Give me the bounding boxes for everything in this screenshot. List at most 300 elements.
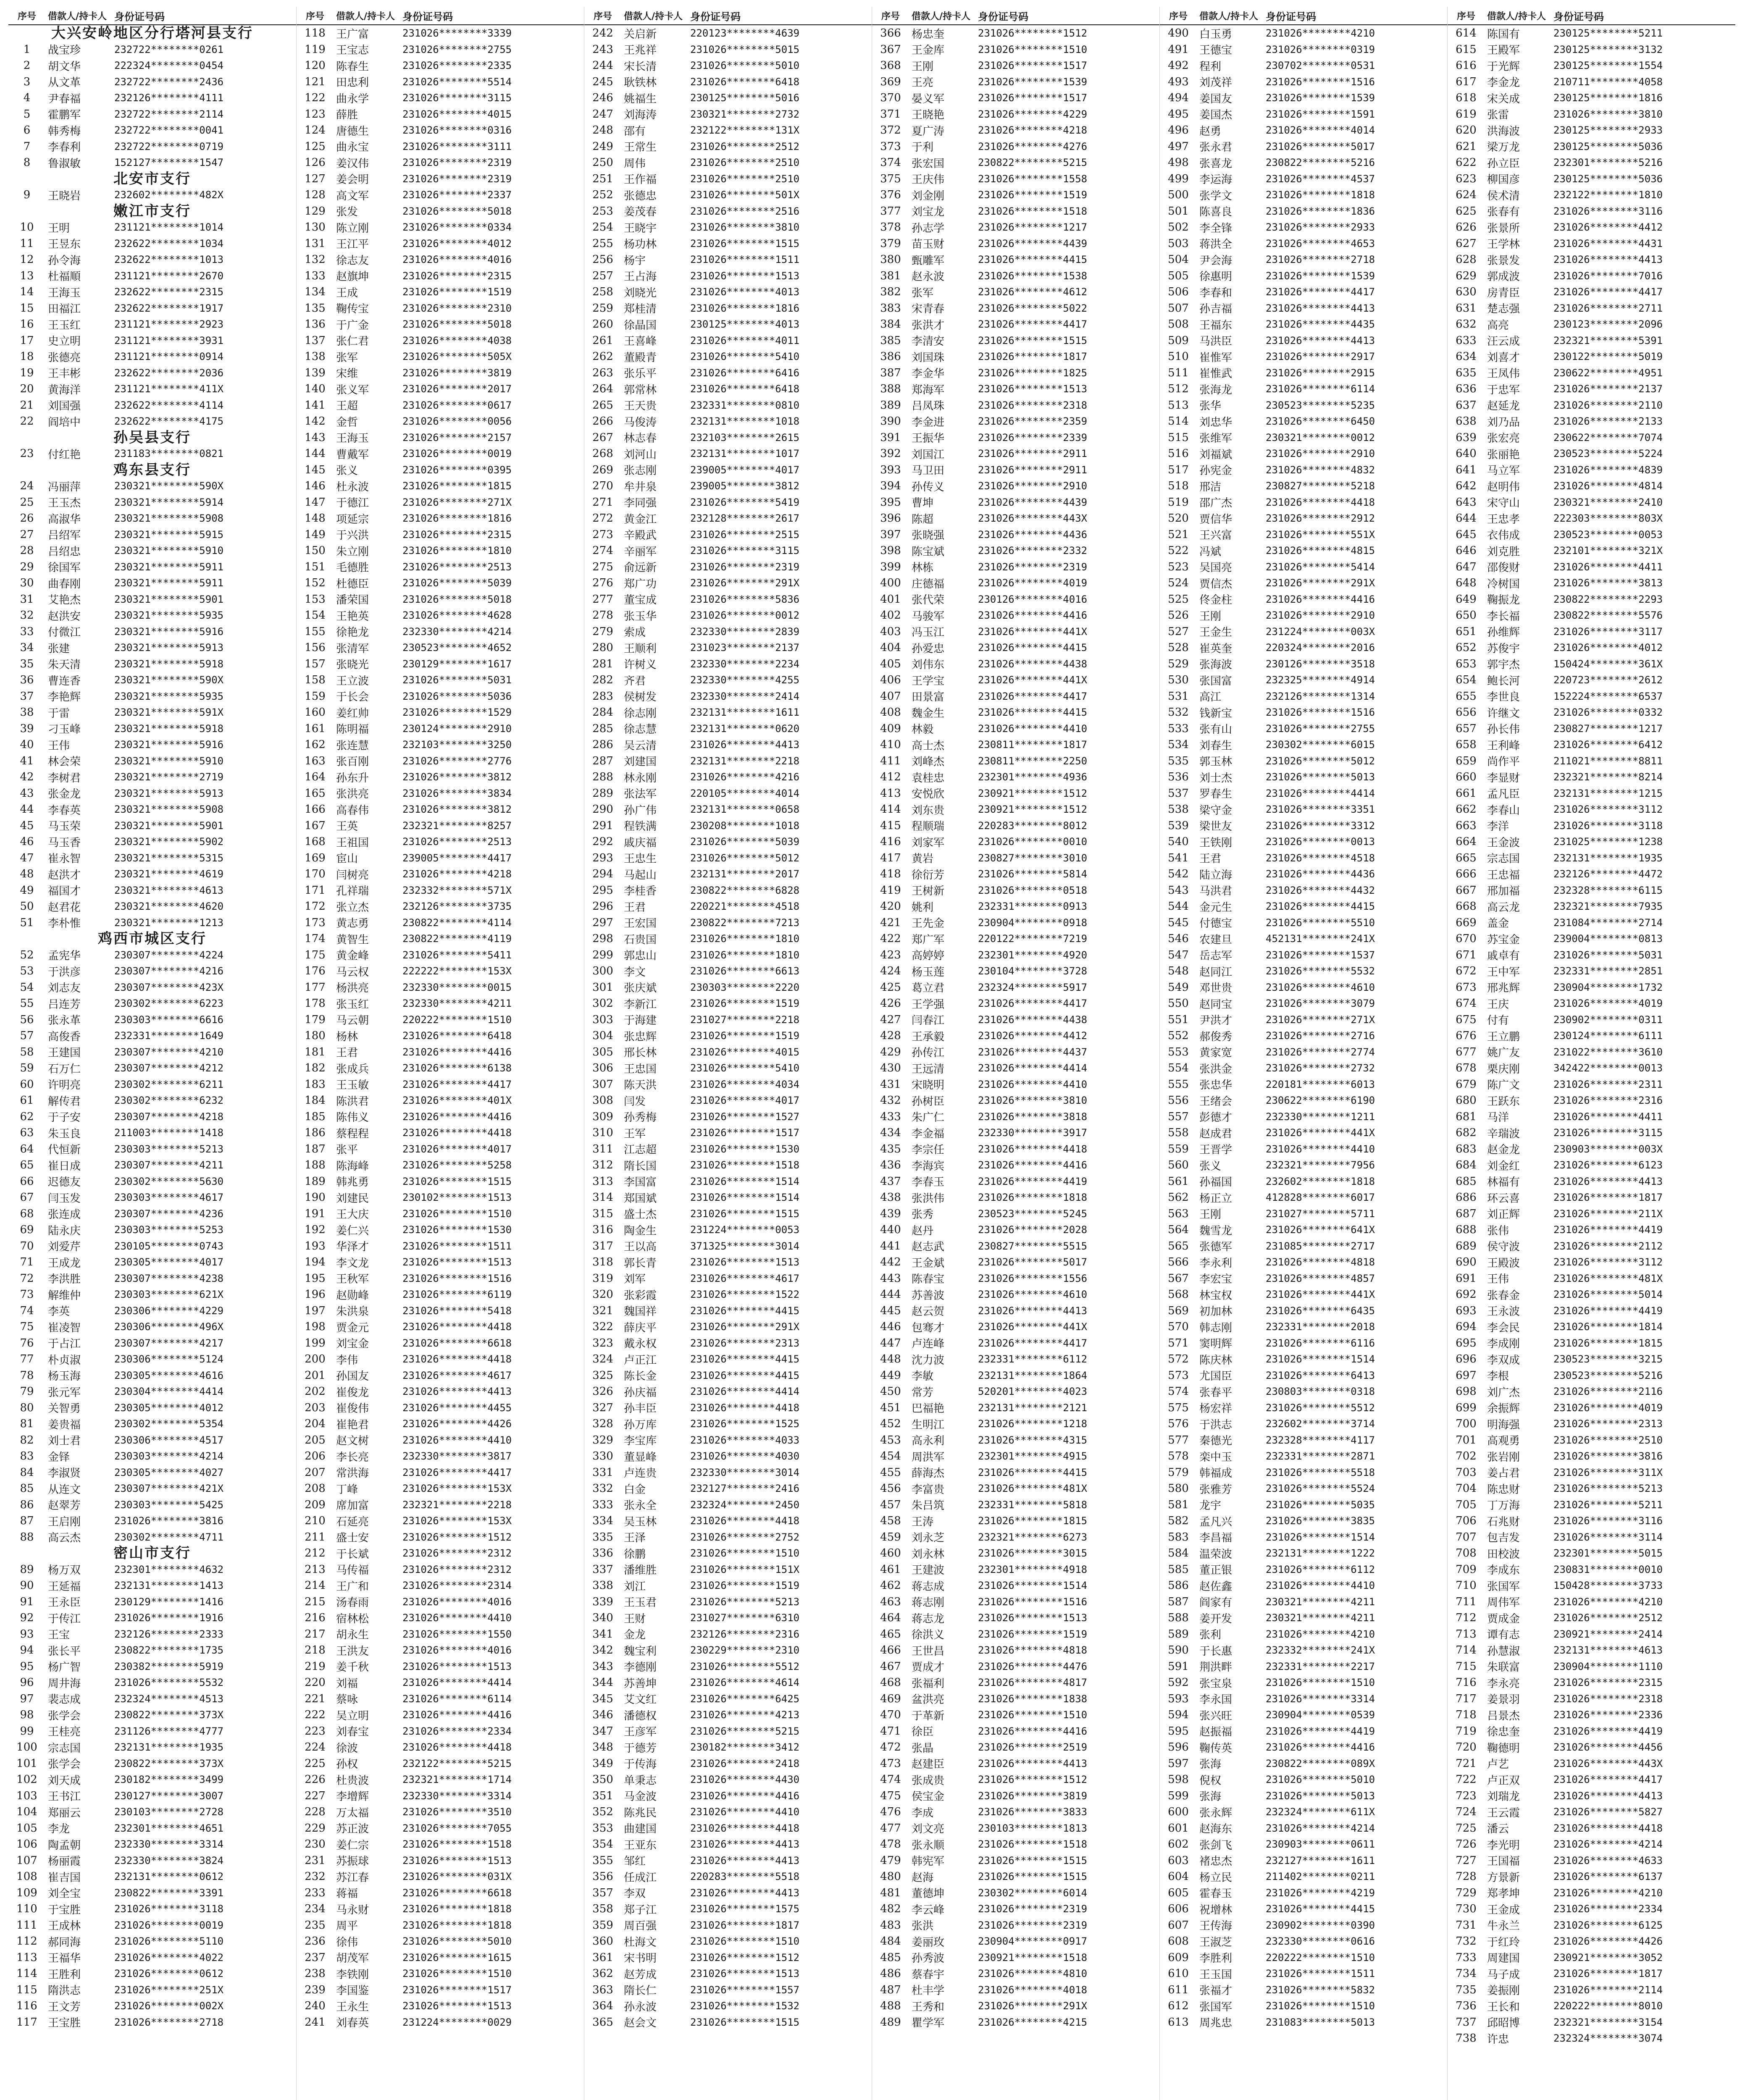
table-row	[584, 1319, 872, 1335]
row-id: 231026********4414	[690, 1386, 800, 1398]
row-id: 220283********8012	[978, 819, 1088, 832]
row-id: 231026********4210	[1553, 1596, 1663, 1608]
row-id: 231026********1515	[978, 334, 1088, 346]
row-id: 231026********1512	[690, 1951, 800, 1964]
row-id: 231022********3610	[1553, 1046, 1663, 1058]
row-id: 220181********6013	[1266, 1078, 1375, 1090]
table-row	[1448, 1173, 1735, 1190]
row-name: 韩兆勇	[336, 1176, 369, 1189]
row-id: 231026********2116	[1553, 1386, 1663, 1398]
row-id: 231026********1513	[402, 1256, 512, 1268]
row-no: 298	[592, 932, 613, 945]
header-name: 借款人/持卡人	[1487, 11, 1546, 22]
table-row	[584, 1562, 872, 1578]
section-heading: 鸡西市城区支行	[98, 930, 207, 947]
row-no: 682	[1456, 1126, 1477, 1139]
row-no: 699	[1456, 1401, 1477, 1414]
row-no: 425	[880, 981, 901, 994]
row-no: 668	[1456, 900, 1477, 913]
row-id: 231026********5014	[1553, 1289, 1663, 1301]
table-row	[8, 1044, 296, 1060]
row-no: 364	[592, 2000, 613, 2013]
row-name: 王昱东	[48, 238, 81, 251]
row-no: 514	[1168, 415, 1189, 428]
row-id: 230307********4224	[114, 949, 224, 961]
row-name: 蒋志成	[912, 1580, 945, 1593]
row-no: 613	[1168, 2016, 1189, 2029]
table-row	[297, 1869, 584, 1885]
row-name: 戚卓有	[1487, 950, 1520, 963]
table-row	[872, 155, 1160, 171]
row-name: 王晓艳	[912, 109, 945, 122]
row-id: 231026********1513	[978, 1612, 1088, 1624]
row-name: 李金福	[912, 1127, 945, 1140]
row-id: 231026********5418	[402, 1305, 512, 1317]
table-row	[8, 1901, 296, 1917]
row-no: 151	[305, 560, 326, 573]
row-id: 230321********5902	[114, 836, 224, 848]
table-row	[1160, 397, 1448, 414]
row-name: 马云朝	[336, 1014, 369, 1027]
table-row	[1448, 995, 1735, 1012]
row-id: 232622********1034	[114, 237, 224, 249]
table-row	[1160, 1222, 1448, 1238]
row-name: 姜仁宗	[336, 1839, 369, 1852]
row-id: 231026********441X	[1266, 1289, 1375, 1301]
table-row	[1448, 1659, 1735, 1675]
row-name: 马洋	[1487, 1111, 1509, 1124]
row-no: 404	[880, 641, 901, 654]
table-row	[872, 834, 1160, 850]
row-no: 237	[305, 1951, 326, 1964]
row-id: 231026********5039	[402, 577, 512, 589]
table-row	[1160, 1448, 1448, 1465]
table-row	[584, 203, 872, 220]
row-no: 486	[880, 1967, 901, 1980]
table-row	[1160, 430, 1448, 446]
row-name: 农建旦	[1199, 933, 1233, 946]
row-id: 231026********3819	[978, 1790, 1088, 1802]
row-no: 328	[592, 1418, 613, 1431]
row-id: 231026********4214	[1553, 1838, 1663, 1851]
row-id: 231121********0914	[114, 351, 224, 363]
row-no: 622	[1456, 156, 1477, 169]
row-name: 李长福	[1487, 610, 1520, 623]
row-id: 230229********2310	[690, 1644, 800, 1656]
row-name: 高淑华	[48, 513, 81, 526]
row-no: 266	[592, 415, 613, 428]
row-name: 宋晓明	[912, 1079, 945, 1092]
row-no: 278	[592, 609, 613, 622]
table-row	[872, 607, 1160, 624]
row-no: 223	[305, 1725, 326, 1738]
list-column	[1159, 7, 1448, 2100]
row-name: 杨洪亮	[336, 982, 369, 995]
row-no: 224	[305, 1741, 326, 1754]
row-no: 363	[592, 1983, 613, 1996]
row-id: 231026********4315	[978, 1434, 1088, 1446]
row-no: 287	[592, 754, 613, 767]
row-no: 262	[592, 350, 613, 363]
table-row	[1160, 1351, 1448, 1368]
row-id: 231026********6114	[1266, 383, 1375, 395]
row-no: 563	[1168, 1207, 1189, 1220]
table-row	[872, 462, 1160, 478]
row-name: 周建国	[1487, 1952, 1520, 1965]
row-name: 林毅	[912, 723, 934, 736]
row-name: 张晓强	[912, 529, 945, 542]
row-name: 王福华	[48, 1952, 81, 1965]
row-id: 231026********5836	[690, 593, 800, 605]
row-id: 232131********1864	[978, 1369, 1088, 1381]
row-name: 王金生	[1199, 626, 1233, 639]
row-name: 杜丰学	[912, 1984, 945, 1998]
row-name: 杜贵波	[336, 1774, 369, 1787]
table-row	[1160, 1400, 1448, 1416]
row-name: 黄金峰	[336, 950, 369, 963]
row-id: 232331********2018	[1266, 1321, 1375, 1333]
row-id: 231026********4014	[1266, 124, 1375, 136]
row-no: 459	[880, 1530, 901, 1544]
table-row	[872, 1836, 1160, 1853]
row-name: 王树新	[912, 885, 945, 898]
row-id: 150428********3733	[1553, 1580, 1663, 1592]
row-no: 485	[880, 1951, 901, 1964]
row-name: 陈宝斌	[912, 545, 945, 558]
row-name: 关智勇	[48, 1402, 81, 1415]
row-no: 114	[16, 1967, 37, 1980]
row-id: 231026********2157	[402, 431, 512, 444]
row-no: 340	[592, 1612, 613, 1625]
row-id: 231026********4426	[1553, 1935, 1663, 1948]
row-name: 王学强	[912, 998, 945, 1011]
table-row	[297, 1028, 584, 1044]
table-row	[1160, 1691, 1448, 1707]
row-name: 王建波	[912, 1564, 945, 1577]
row-id: 230321********5935	[114, 690, 224, 702]
row-no: 264	[592, 383, 613, 396]
row-name: 姜振刚	[1487, 1984, 1520, 1998]
row-no: 226	[305, 1773, 326, 1786]
row-no: 36	[20, 674, 34, 687]
row-name: 崔俊伟	[336, 1402, 369, 1415]
row-no: 526	[1168, 609, 1189, 622]
row-name: 李树君	[48, 772, 81, 785]
row-id: 231121********3931	[114, 334, 224, 346]
table-row	[584, 688, 872, 705]
row-no: 401	[880, 593, 901, 606]
table-row	[1160, 979, 1448, 996]
row-no: 34	[20, 641, 34, 654]
row-no: 217	[305, 1628, 326, 1641]
table-row	[297, 1319, 584, 1335]
row-name: 张福利	[912, 1677, 945, 1690]
row-no: 720	[1456, 1741, 1477, 1754]
row-name: 闫树亮	[336, 869, 369, 882]
table-row	[8, 1206, 296, 1222]
table-row	[297, 1060, 584, 1076]
row-no: 597	[1168, 1757, 1189, 1770]
table-row	[1448, 1497, 1735, 1513]
row-name: 余振辉	[1487, 1402, 1520, 1415]
table-row	[1160, 543, 1448, 559]
table-row	[1448, 1950, 1735, 1966]
table-row	[1448, 1562, 1735, 1578]
row-id: 232127********1611	[1266, 1854, 1375, 1866]
row-name: 于光辉	[1487, 60, 1520, 73]
table-row	[584, 1383, 872, 1400]
row-no: 44	[20, 803, 34, 816]
table-row	[297, 737, 584, 753]
row-no: 222	[305, 1709, 326, 1722]
table-row	[297, 1788, 584, 1804]
row-no: 180	[305, 1029, 326, 1042]
row-name: 张永君	[1199, 141, 1233, 154]
row-name: 刘河山	[624, 448, 657, 461]
table-row	[584, 575, 872, 591]
table-row	[872, 2014, 1160, 2031]
table-row	[1448, 850, 1735, 866]
table-row	[1160, 1497, 1448, 1513]
row-name: 刘正辉	[1487, 1208, 1520, 1221]
row-name: 陶孟朝	[48, 1839, 81, 1852]
row-no: 427	[880, 1013, 901, 1026]
row-no: 477	[880, 1822, 901, 1835]
row-name: 李金华	[912, 368, 945, 381]
row-id: 231026********4857	[1266, 1272, 1375, 1284]
table-row	[8, 1076, 296, 1093]
row-id: 231026********6125	[1553, 1919, 1663, 1931]
row-no: 306	[592, 1062, 613, 1075]
row-name: 贾成金	[1487, 1612, 1520, 1625]
row-id: 231026********4431	[1553, 237, 1663, 249]
row-name: 董正银	[1199, 1564, 1233, 1577]
table-row	[1160, 58, 1448, 74]
row-no: 250	[592, 156, 613, 169]
row-id: 230702********0531	[1266, 60, 1375, 72]
table-row	[1448, 979, 1735, 996]
row-no: 599	[1168, 1789, 1189, 1802]
table-row	[1448, 219, 1735, 236]
row-name: 王德宝	[1199, 44, 1233, 57]
row-no: 629	[1456, 269, 1477, 282]
row-id: 230321********2719	[114, 771, 224, 783]
row-name: 温荣波	[1199, 1548, 1233, 1561]
row-name: 盛士安	[336, 1532, 369, 1545]
row-id: 231026********4417	[978, 690, 1088, 702]
row-no: 564	[1168, 1223, 1189, 1236]
row-name: 李永国	[1199, 1693, 1233, 1706]
row-no: 30	[20, 577, 34, 590]
row-no: 198	[305, 1320, 326, 1334]
row-no: 316	[592, 1223, 613, 1236]
table-row	[1448, 656, 1735, 672]
table-row	[1448, 721, 1735, 737]
table-row	[1160, 446, 1448, 462]
row-id: 230321********2410	[1553, 496, 1663, 508]
table-row	[872, 333, 1160, 349]
row-id: 230321********590X	[114, 674, 224, 686]
table-row	[872, 1319, 1160, 1335]
row-name: 王海玉	[336, 432, 369, 445]
table-row	[872, 349, 1160, 365]
row-id: 230125********1554	[1553, 60, 1663, 72]
row-id: 230321********591X	[114, 706, 224, 719]
row-name: 崔吉国	[48, 1871, 81, 1884]
row-id: 230307********4218	[114, 1110, 224, 1123]
row-id: 231026********0019	[402, 448, 512, 460]
row-id: 231026********5012	[690, 852, 800, 864]
row-no: 480	[880, 1870, 901, 1883]
row-name: 戚庆福	[624, 836, 657, 849]
row-no: 139	[305, 366, 326, 379]
table-row	[584, 1594, 872, 1610]
row-no: 109	[16, 1886, 37, 1899]
row-no: 147	[305, 496, 326, 509]
row-id: 230307********4217	[114, 1337, 224, 1349]
row-name: 王江平	[336, 238, 369, 251]
table-row	[584, 333, 872, 349]
row-name: 许树义	[624, 659, 657, 672]
row-name: 邱昭博	[1487, 2017, 1520, 2030]
row-id: 231026********5411	[402, 949, 512, 961]
table-row	[8, 1966, 296, 1982]
table-row	[297, 106, 584, 123]
table-row	[584, 1933, 872, 1950]
row-id: 412828********6017	[1266, 1192, 1375, 1204]
row-name: 张海	[1199, 1790, 1222, 1803]
row-no: 382	[880, 286, 901, 299]
column-header	[1160, 7, 1448, 25]
row-name: 吴玉林	[624, 1515, 657, 1528]
table-row	[872, 1141, 1160, 1158]
row-name: 姜开发	[1199, 1612, 1233, 1625]
row-id: 230321********5913	[114, 787, 224, 799]
row-name: 刘国珠	[912, 351, 945, 364]
row-name: 石延亮	[336, 1515, 369, 1528]
table-row	[8, 1917, 296, 1934]
row-id: 231026********4438	[978, 1013, 1088, 1026]
row-no: 253	[592, 205, 613, 218]
row-name: 于长斌	[336, 1548, 369, 1561]
row-name: 张军	[336, 351, 358, 364]
row-no: 428	[880, 1029, 901, 1042]
row-name: 孟凡臣	[1487, 788, 1520, 801]
table-row	[584, 187, 872, 203]
row-id: 231026********1516	[1266, 706, 1375, 719]
table-row	[1448, 915, 1735, 931]
row-name: 孙令海	[48, 254, 81, 267]
row-id: 231026********2752	[690, 1531, 800, 1543]
row-name: 马起山	[624, 869, 657, 882]
row-name: 于宝胜	[48, 1903, 81, 1916]
row-no: 241	[305, 2016, 326, 2029]
row-name: 贾信杰	[1199, 578, 1233, 591]
table-row	[1160, 1545, 1448, 1562]
row-id: 231026********3810	[978, 1095, 1088, 1107]
row-name: 孙慧淑	[1487, 1645, 1520, 1658]
row-name: 于雷	[48, 707, 70, 720]
row-name: 刘东贵	[912, 804, 945, 817]
row-name: 李富贵	[912, 1483, 945, 1496]
table-row	[297, 1012, 584, 1028]
table-row	[8, 494, 296, 511]
table-row	[297, 704, 584, 721]
row-name: 荆洪畔	[1199, 1661, 1233, 1674]
row-no: 66	[20, 1175, 34, 1188]
row-name: 赵振福	[1199, 1726, 1233, 1739]
table-row	[297, 122, 584, 139]
row-id: 232126********4111	[114, 92, 224, 104]
row-name: 马子成	[1487, 1968, 1520, 1981]
row-name: 闫发	[624, 1095, 646, 1108]
row-no: 410	[880, 738, 901, 751]
row-id: 231026********4415	[690, 1369, 800, 1381]
row-id: 231026********6418	[402, 1030, 512, 1042]
row-id: 230307********4211	[114, 1159, 224, 1171]
row-name: 蒋福	[336, 1887, 358, 1900]
row-no: 624	[1456, 189, 1477, 202]
row-no: 301	[592, 981, 613, 994]
row-id: 230125********5036	[1553, 173, 1663, 185]
row-no: 260	[592, 318, 613, 331]
table-row	[1448, 1157, 1735, 1173]
row-no: 498	[1168, 156, 1189, 169]
row-name: 牛永兰	[1487, 1920, 1520, 1933]
table-row	[1448, 898, 1735, 915]
row-name: 薛胜	[336, 109, 358, 122]
table-row	[1160, 510, 1448, 527]
row-name: 王传海	[1199, 1920, 1233, 1933]
row-name: 王海玉	[48, 286, 81, 299]
row-name: 江志超	[624, 1144, 657, 1157]
row-no: 588	[1168, 1612, 1189, 1625]
table-row	[8, 915, 296, 931]
table-row	[584, 527, 872, 543]
list-column	[8, 7, 296, 2100]
row-no: 368	[880, 59, 901, 72]
row-no: 680	[1456, 1094, 1477, 1107]
row-id: 230622********7074	[1553, 431, 1663, 444]
row-no: 374	[880, 156, 901, 169]
table-row	[1448, 494, 1735, 511]
row-id: 230321********0012	[1266, 431, 1375, 444]
table-row	[1448, 1416, 1735, 1432]
row-id: 231026********1817	[978, 351, 1088, 363]
table-row	[1160, 155, 1448, 171]
table-row	[297, 1610, 584, 1626]
row-name: 于广金	[336, 319, 369, 332]
row-id: 231026********5814	[978, 868, 1088, 880]
row-no: 716	[1456, 1676, 1477, 1689]
row-no: 441	[880, 1239, 901, 1252]
row-name: 王铁刚	[1199, 836, 1233, 849]
row-name: 卢正江	[624, 1354, 657, 1367]
row-id: 230182********3412	[690, 1741, 800, 1754]
row-id: 231026********002X	[114, 2000, 224, 2012]
row-no: 582	[1168, 1515, 1189, 1528]
row-no: 537	[1168, 787, 1189, 800]
row-no: 548	[1168, 965, 1189, 978]
table-row	[1448, 1335, 1735, 1352]
row-id: 231026********6123	[1553, 1159, 1663, 1171]
row-id: 230822********373X	[114, 1709, 224, 1721]
row-no: 324	[592, 1353, 613, 1366]
table-row	[1160, 349, 1448, 365]
row-id: 231026********5512	[1266, 1402, 1375, 1414]
row-id: 231026********4437	[978, 1046, 1088, 1058]
row-no: 15	[20, 302, 34, 315]
